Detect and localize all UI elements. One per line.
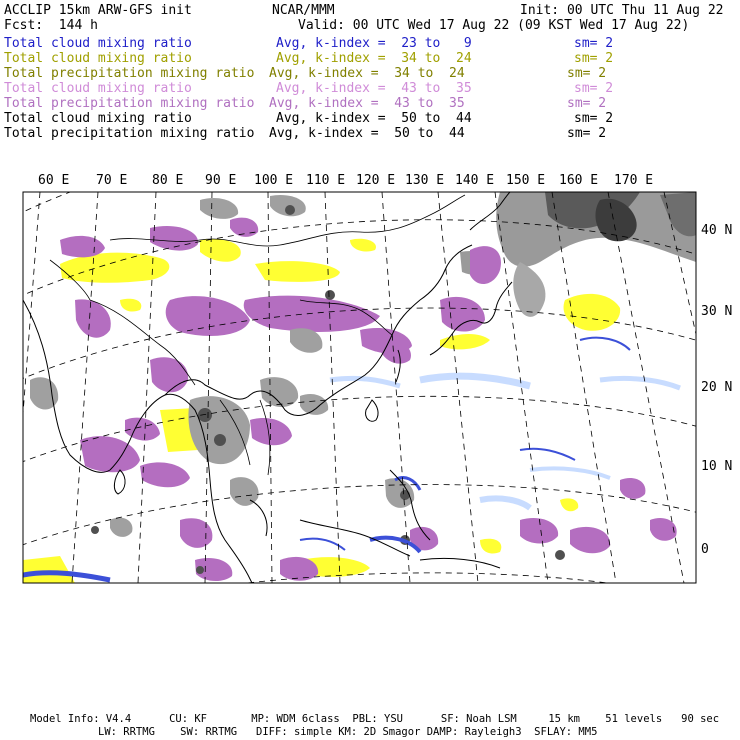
field-avg: Avg, k-index = 34 to 24: [269, 66, 465, 81]
forecast-hour: Fcst: 144 h: [4, 18, 98, 33]
field-sm: sm= 2: [574, 81, 614, 96]
lon-label: 120 E: [356, 173, 396, 188]
field-sm: sm= 2: [574, 51, 614, 66]
field-sm: sm= 2: [567, 126, 607, 141]
lon-label: 130 E: [405, 173, 445, 188]
field-name: Total cloud mixing ratio: [4, 51, 192, 66]
lon-labels: [38, 173, 653, 188]
model-info-line1: Model Info: V4.4 CU: KF MP: WDM 6class PBL: YSU SF: Noah LSM 15 km 51 levels 90 sec: [30, 713, 720, 725]
lon-label: 70 E: [96, 173, 128, 188]
map-area: [0, 130, 740, 660]
center-label: NCAR/MMM: [272, 3, 335, 18]
lat-label: 30 N: [701, 304, 733, 319]
field-sm: sm= 2: [574, 36, 614, 51]
lon-label: 90 E: [205, 173, 237, 188]
field-avg: Avg, k-index = 50 to 44: [269, 126, 465, 141]
model-info-line2: LW: RRTMG SW: RRTMG DIFF: simple KM: 2D Smagor DAMP: Rayleigh3 SFLAY: MM5: [98, 726, 598, 738]
field-name: Total precipitation mixing ratio: [4, 126, 255, 141]
lat-label: 20 N: [701, 380, 733, 395]
field-name: Total cloud mixing ratio: [4, 111, 192, 126]
lat-label: 10 N: [701, 459, 733, 474]
valid-time: Valid: 00 UTC Wed 17 Aug 22 (09 KST Wed 17 Aug 22): [298, 18, 690, 33]
lon-label: 100 E: [254, 173, 294, 188]
init-time: Init: 00 UTC Thu 11 Aug 22: [520, 3, 724, 18]
lon-label: 80 E: [152, 173, 184, 188]
lat-label: 40 N: [701, 223, 733, 238]
lon-label: 60 E: [38, 173, 70, 188]
lon-label: 160 E: [559, 173, 599, 188]
lon-label: 150 E: [506, 173, 546, 188]
lon-label: 170 E: [614, 173, 654, 188]
field-name: Total precipitation mixing ratio: [4, 96, 255, 111]
field-name: Total cloud mixing ratio: [4, 36, 192, 51]
field-avg: Avg, k-index = 23 to 9: [276, 36, 472, 51]
field-sm: sm= 2: [574, 111, 614, 126]
field-name: Total cloud mixing ratio: [4, 81, 192, 96]
field-sm: sm= 2: [567, 96, 607, 111]
lat-labels: [701, 223, 732, 557]
field-avg: Avg, k-index = 50 to 44: [276, 111, 472, 126]
field-sm: sm= 2: [567, 66, 607, 81]
lon-label: 140 E: [455, 173, 495, 188]
model-title: ACCLIP 15km ARW-GFS init: [4, 3, 192, 18]
lat-label: 0: [701, 542, 709, 557]
lon-label: 110 E: [306, 173, 346, 188]
field-name: Total precipitation mixing ratio: [4, 66, 255, 81]
field-avg: Avg, k-index = 43 to 35: [276, 81, 472, 96]
field-avg: Avg, k-index = 34 to 24: [276, 51, 472, 66]
field-avg: Avg, k-index = 43 to 35: [269, 96, 465, 111]
